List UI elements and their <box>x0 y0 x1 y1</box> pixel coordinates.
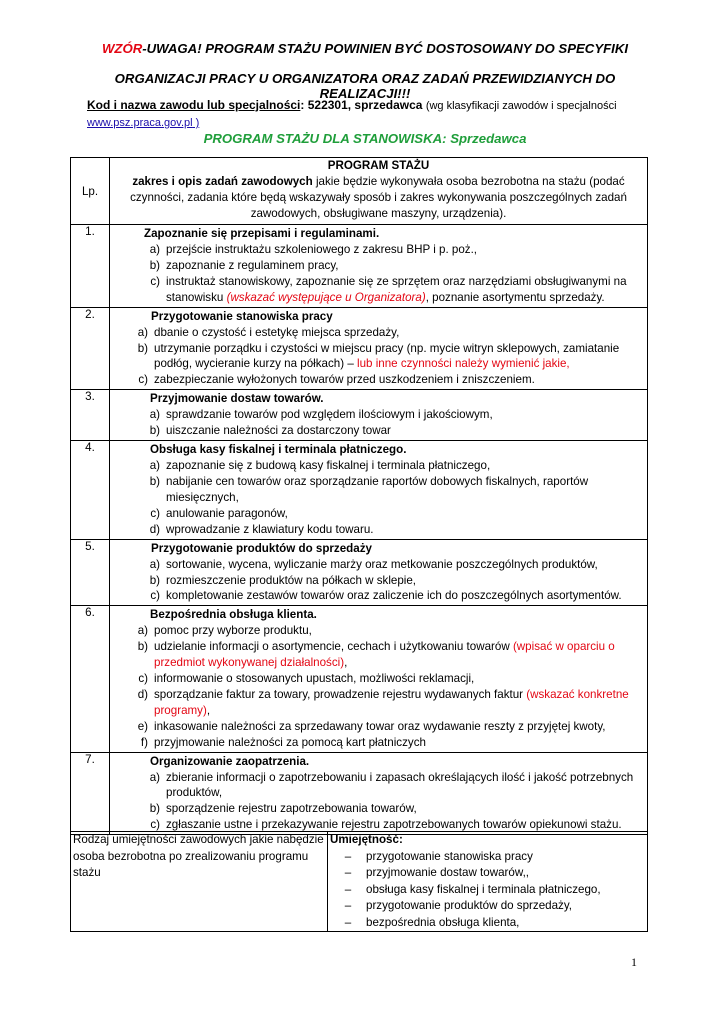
skill-text: przyjmowanie dostaw towarów,, <box>366 866 530 879</box>
task-text <box>166 522 645 538</box>
task-text-main: przejście instruktażu szkoleniowego z zakresu BHP i p. poż., <box>166 243 478 256</box>
task-letter: e) <box>137 719 148 733</box>
link-close-paren: ) <box>192 117 200 129</box>
skill-text: przygotowanie produktów do sprzedaży, <box>366 899 573 912</box>
task-text <box>166 801 645 817</box>
task-item <box>114 423 645 439</box>
task-text-main: rozmieszczenie produktów na półkach w sklepie, <box>166 573 417 587</box>
task-text <box>166 506 645 522</box>
section-number: 7. <box>71 752 110 835</box>
task-text-main: nabijanie cen towarów oraz sporządzanie raportów dobowych fiskalnych, raportów miesięcznych, <box>166 474 589 504</box>
task-letter: a) <box>137 325 148 339</box>
section-number: 6. <box>71 606 110 752</box>
dash-bullet: – <box>344 849 352 863</box>
task-text-main: sporządzenie rejestru zapotrzebowania towarów, <box>166 802 417 816</box>
dash-bullet: – <box>344 882 352 896</box>
task-item <box>114 474 645 506</box>
task-letter: d) <box>137 687 148 701</box>
task-text <box>166 242 645 258</box>
skill-text: przygotowanie stanowiska pracy <box>366 849 533 863</box>
organizer-note: (wskazać występujące u Organizatora) <box>226 290 426 304</box>
task-text <box>154 735 645 751</box>
task-text-main: utrzymanie porządku i czystości w miejscu pracy (np. mycie witryn sklepowych, zamiatanie podłóg, wycieranie kurzy na półkach) – <box>154 341 620 371</box>
task-text-main: zapoznanie się z budową kasy fiskalnej i terminala płatniczego, <box>166 459 491 473</box>
task-letter: a) <box>149 557 160 571</box>
task-letter: b) <box>149 258 160 272</box>
task-text <box>166 588 645 604</box>
task-text <box>154 639 645 671</box>
task-letter: a) <box>149 243 160 256</box>
task-text <box>154 325 645 341</box>
skill-item <box>330 898 645 915</box>
task-text-main: sortowanie, wycena, wyliczanie marży oraz metkowanie poszczególnych produktów, <box>166 557 598 571</box>
section-content <box>110 606 648 752</box>
psz-link[interactable]: www.psz.praca.gov.pl <box>87 117 193 129</box>
section-content <box>110 539 648 606</box>
task-item <box>114 639 645 671</box>
section-content <box>110 307 648 390</box>
skill-item <box>330 882 645 899</box>
section-number: 2. <box>71 307 110 390</box>
task-item <box>114 372 645 388</box>
task-text <box>166 770 645 802</box>
occupation-code-value: 522301, sprzedawca <box>307 98 423 112</box>
task-item <box>114 588 645 604</box>
task-letter: c) <box>138 672 148 686</box>
task-letter: a) <box>149 459 160 473</box>
section-title: Przygotowanie stanowiska pracy <box>151 309 333 323</box>
dash-bullet: – <box>344 899 352 912</box>
task-text-after: , <box>206 703 211 717</box>
organizer-note: (wskazać konkretne programy) <box>154 687 629 717</box>
task-text-main: kompletowanie zestawów towarów oraz zaliczenie ich do poszczególnych asortymentów. <box>166 589 622 603</box>
skills-list <box>330 849 645 932</box>
task-text <box>154 719 645 735</box>
task-text <box>166 458 645 474</box>
task-text-main: pomoc przy wyborze produktu, <box>154 624 312 638</box>
section-content <box>110 390 648 441</box>
task-letter: d) <box>149 522 160 536</box>
task-text-main: informowanie o stosowanych upustach, możliwości reklamacji, <box>154 672 475 686</box>
section-number: 1. <box>71 225 110 308</box>
task-item <box>114 506 645 522</box>
warning-header-text: -UWAGA! PROGRAM STAŻU POWINIEN BYĆ DOSTOSOWANY DO SPECYFIKI <box>142 41 629 56</box>
section-number: 3. <box>71 390 110 441</box>
section-content <box>110 441 648 540</box>
classification-note: (wg klasyfikacji zawodów i specjalności <box>425 100 617 112</box>
lp-header: Lp. <box>71 158 110 225</box>
task-letter: a) <box>149 408 160 422</box>
section-title: Bezpośrednia obsługa klienta. <box>150 608 317 622</box>
section-content <box>110 752 648 835</box>
task-item <box>114 341 645 373</box>
task-letter: b) <box>149 802 160 816</box>
task-text-main: zgłaszanie ustne i przekazywanie rejestru zapotrzebowanych towarów opiekunowi stażu. <box>166 818 622 832</box>
page-number: 1 <box>631 955 637 969</box>
section-row <box>71 752 648 835</box>
section-number: 4. <box>71 441 110 540</box>
task-text <box>166 474 645 506</box>
task-item <box>114 687 645 719</box>
task-text-main: udzielanie informacji o asortymencie, cechach i użytkowaniu towarów <box>154 640 513 654</box>
task-item <box>114 242 645 258</box>
task-item <box>114 573 645 589</box>
task-letter: a) <box>149 770 160 784</box>
organizer-note: (wpisać w oparciu o przedmiot wykonywanej działalności) <box>154 640 615 670</box>
task-letter: c) <box>150 274 160 288</box>
skill-item <box>330 849 645 866</box>
skill-item <box>330 865 645 882</box>
task-text <box>154 623 645 639</box>
section-number: 5. <box>71 539 110 606</box>
task-letter: f) <box>140 735 148 749</box>
skills-table <box>70 831 648 932</box>
section-row <box>71 606 648 752</box>
skill-text: obsługa kasy fiskalnej i terminala płatniczego, <box>366 882 601 896</box>
task-text-main: przyjmowanie należności za pomocą kart płatniczych <box>154 735 426 749</box>
task-item <box>114 671 645 687</box>
task-letter: b) <box>149 474 160 488</box>
section-row <box>71 225 648 308</box>
dash-bullet: – <box>344 915 352 929</box>
task-item <box>114 770 645 802</box>
task-item <box>114 325 645 341</box>
task-text-main: zabezpieczanie wyłożonych towarów przed uszkodzeniem i zniszczeniem. <box>154 373 535 387</box>
program-header-cell <box>110 158 648 225</box>
task-letter: c) <box>150 818 160 832</box>
task-item <box>114 719 645 735</box>
section-title: Przygotowanie produktów do sprzedaży <box>151 541 372 555</box>
task-text-main: zbieranie informacji o zapotrzebowaniu i zapasach określających ilość i jakość potrzebnych produktów, <box>166 770 634 800</box>
task-item <box>114 458 645 474</box>
task-item <box>114 522 645 538</box>
task-text-main: zapoznanie z regulaminem pracy, <box>166 258 339 272</box>
task-item <box>114 557 645 573</box>
skills-row <box>71 832 648 932</box>
task-text <box>154 372 645 388</box>
task-letter: c) <box>138 373 148 387</box>
task-letter: b) <box>137 341 148 355</box>
task-letter: c) <box>150 506 160 520</box>
table-header-row <box>71 158 648 225</box>
section-title: Przyjmowanie dostaw towarów. <box>150 392 324 406</box>
skills-title: Umiejętność: <box>330 833 403 846</box>
program-header-desc <box>112 174 645 222</box>
task-item <box>114 274 645 306</box>
section-row <box>71 307 648 390</box>
task-item <box>114 801 645 817</box>
program-header-bold: zakres i opis zadań zawodowych <box>132 175 313 188</box>
task-text <box>166 573 645 589</box>
program-header-title: PROGRAM STAŻU <box>327 159 430 172</box>
section-title: Organizowanie zaopatrzenia. <box>150 754 310 768</box>
section-row <box>71 390 648 441</box>
program-title: PROGRAM STAŻU DLA STANOWISKA: Sprzedawca <box>203 131 527 146</box>
skills-right-cell <box>328 832 648 932</box>
skill-text: bezpośrednia obsługa klienta, <box>366 915 520 929</box>
skills-left-cell: Rodzaj umiejętności zawodowych jakie nabędzie osoba bezrobotna po zrealizowaniu programu stażu <box>71 832 328 932</box>
task-letter: b) <box>137 640 148 654</box>
task-text-main: wprowadzanie z klawiatury kodu towaru. <box>166 522 374 536</box>
section-content <box>110 225 648 308</box>
task-text-main: sprawdzanie towarów pod względem ilościowym i jakościowym, <box>166 408 493 422</box>
task-text-main: dbanie o czystość i estetykę miejsca sprzedaży, <box>154 325 400 339</box>
task-item <box>114 407 645 423</box>
task-text <box>166 274 645 306</box>
task-text <box>166 557 645 573</box>
task-text-after: , poznanie asortymentu sprzedaży. <box>425 290 605 304</box>
occupation-code-label: Kod i nazwa zawodu lub specjalności <box>87 98 301 112</box>
task-text-main: instruktaż stanowiskowy, zapoznanie się ze sprzętem oraz narzędziami obsługiwanymi na stanowisku <box>166 274 627 304</box>
warning-header-line-1 <box>70 41 660 56</box>
task-text <box>166 423 645 439</box>
colon: : <box>300 98 308 112</box>
organizer-note: lub inne czynności należy wymienić jakie, <box>357 357 570 371</box>
program-header-rest: jakie będzie wykonywała osoba bezrobotna na stażu (podać czynności, zadania które będą wskazywały sposób i zakres wykonywania poszczególnych zadań zawodowych, obsługiwane maszyny, urządzenia). <box>130 175 627 220</box>
warning-header-line-2: ORGANIZACJI PRACY U ORGANIZATORA ORAZ ZADAŃ PRZEWIDZIANYCH DO REALIZACJI!!! <box>114 71 616 101</box>
task-letter: a) <box>137 624 148 638</box>
task-item <box>114 623 645 639</box>
skill-item <box>330 915 645 932</box>
task-text-main: uiszczanie należności za dostarczony towar <box>166 424 391 438</box>
task-text-main: inkasowanie należności za sprzedawany towar oraz wydawanie reszty z przyjętej kwoty, <box>154 719 606 733</box>
task-text <box>154 671 645 687</box>
task-text-after: , <box>344 656 348 670</box>
task-item <box>114 258 645 274</box>
section-row <box>71 441 648 540</box>
task-text-main: anulowanie paragonów, <box>166 506 288 520</box>
section-title: Zapoznanie się przepisami i regulaminami. <box>144 227 380 240</box>
task-text-main: sporządzanie faktur za towary, prowadzenie rejestru wydawanych faktur <box>154 687 527 701</box>
task-item <box>114 735 645 751</box>
section-row <box>71 539 648 606</box>
task-letter: b) <box>149 424 160 438</box>
section-title: Obsługa kasy fiskalnej i terminala płatniczego. <box>150 443 407 457</box>
task-letter: c) <box>150 589 160 603</box>
task-text <box>166 258 645 274</box>
task-text <box>154 341 645 373</box>
dash-bullet: – <box>344 866 352 879</box>
task-letter: b) <box>149 573 160 587</box>
task-text <box>154 687 645 719</box>
occupation-code-line <box>87 97 638 131</box>
task-text <box>166 407 645 423</box>
program-table <box>70 157 648 835</box>
wzor-label: WZÓR <box>101 41 143 56</box>
